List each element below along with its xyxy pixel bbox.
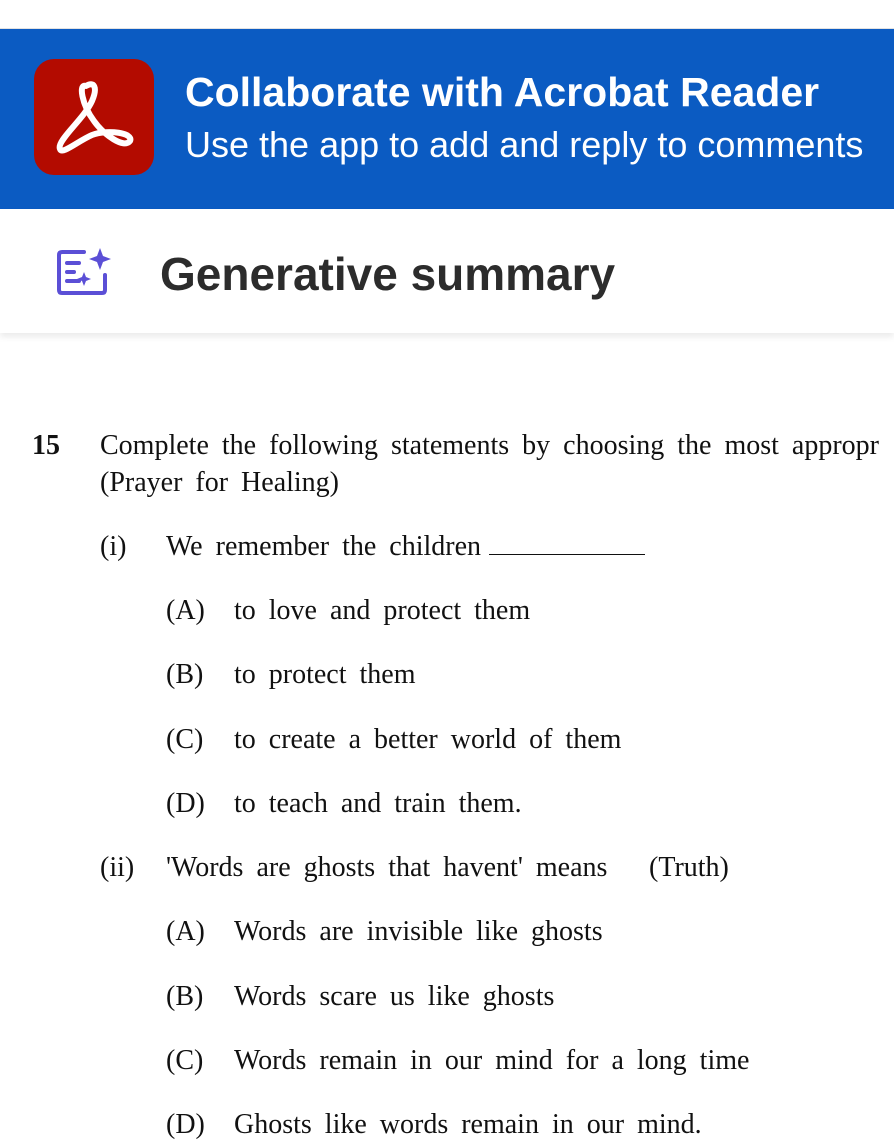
option-text: to create a better world of them <box>234 724 622 755</box>
part-text: 'Words are ghosts that havent' means <box>166 852 608 883</box>
option-text: Words remain in our mind for a long time <box>234 1045 750 1076</box>
banner-title: Collaborate with Acrobat Reader <box>185 69 820 115</box>
option-text: Words are invisible like ghosts <box>234 916 603 947</box>
part-label: (ii) <box>100 852 135 883</box>
part-source: (Truth) <box>649 852 729 883</box>
document-page <box>0 334 894 1140</box>
option-label: (D) <box>166 1109 205 1140</box>
question-number: 15 <box>32 430 60 461</box>
option-text: Ghosts like words remain in our mind. <box>234 1109 702 1140</box>
option-label: (C) <box>166 724 204 755</box>
option-label: (C) <box>166 1045 204 1076</box>
generative-summary-bar[interactable] <box>0 209 894 333</box>
part-label: (i) <box>100 531 127 562</box>
option-label: (A) <box>166 916 205 947</box>
option-label: (B) <box>166 659 204 690</box>
answer-blank <box>489 534 645 555</box>
banner-subtitle: Use the app to add and reply to comments <box>185 124 864 165</box>
generative-summary-icon <box>56 245 116 306</box>
option-text: to protect them <box>234 659 416 690</box>
question-prompt: Complete the following statements by choosing the most appropr <box>100 430 879 461</box>
acrobat-promo-banner[interactable] <box>0 29 894 209</box>
top-strip <box>0 0 894 29</box>
question-source: (Prayer for Healing) <box>100 467 340 498</box>
option-label: (A) <box>166 595 205 626</box>
option-label: (D) <box>166 788 205 819</box>
generative-summary-title: Generative summary <box>160 248 616 300</box>
option-text: to teach and train them. <box>234 788 522 819</box>
option-text: to love and protect them <box>234 595 531 626</box>
part-text: We remember the children <box>166 531 645 563</box>
option-text: Words scare us like ghosts <box>234 981 555 1012</box>
option-label: (B) <box>166 981 204 1012</box>
acrobat-logo-icon <box>34 59 154 175</box>
